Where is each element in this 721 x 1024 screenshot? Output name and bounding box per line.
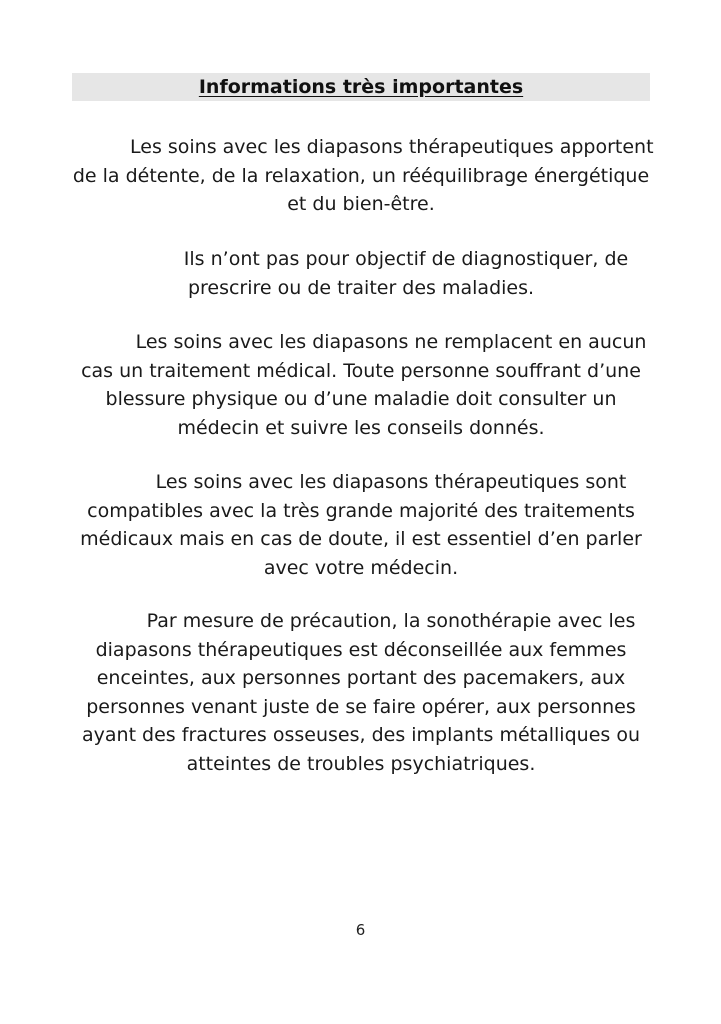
paragraph-line: atteintes de troubles psychiatriques.: [186, 752, 536, 775]
paragraph-no-medical-replacement: [72, 328, 650, 442]
paragraph-line: enceintes, aux personnes portant des pacemakers, aux: [96, 667, 626, 689]
paragraph-compatibility: [72, 468, 650, 582]
paragraph-line: de la détente, de la relaxation, un rééquilibrage énergétique: [72, 164, 650, 187]
page-number: 6: [355, 921, 366, 939]
paragraph-line: Ils n’ont pas pour objectif de diagnostiquer, de: [183, 248, 629, 270]
page-title: Informations très importantes: [198, 76, 524, 98]
paragraph-line: ayant des fractures osseuses, des implants métalliques ou: [82, 724, 640, 746]
paragraph-line: médecin et suivre les conseils donnés.: [177, 416, 545, 439]
paragraph-line: prescrire ou de traiter des maladies.: [187, 276, 535, 299]
paragraph-line: diapasons thérapeutiques est déconseillée aux femmes: [95, 638, 627, 661]
paragraph-line: cas un traitement médical. Toute personne souffrant d’une: [81, 359, 641, 382]
paragraph-line: personnes venant juste de se faire opérer, aux personnes: [86, 695, 636, 718]
paragraph-line: Les soins avec les diapasons thérapeutiques apportent: [130, 136, 654, 158]
paragraph-benefits: [72, 133, 654, 219]
paragraph-line: et du bien-être.: [287, 193, 435, 215]
paragraph-no-diagnosis: [72, 245, 650, 302]
paragraph-line: blessure physique ou d’une maladie doit consulter un: [105, 388, 617, 410]
paragraph-line: compatibles avec la très grande majorité des traitements: [87, 499, 635, 522]
paragraph-line: Les soins avec les diapasons thérapeutiques sont: [155, 471, 627, 493]
paragraph-precautions: [72, 607, 650, 778]
paragraph-line: médicaux mais en cas de doute, il est essentiel d’en parler: [80, 528, 642, 550]
paragraph-line: avec votre médecin.: [263, 556, 459, 579]
paragraph-line: Les soins avec les diapasons ne remplacent en aucun: [135, 331, 647, 353]
paragraph-line: Par mesure de précaution, la sonothérapie avec les: [146, 610, 636, 632]
